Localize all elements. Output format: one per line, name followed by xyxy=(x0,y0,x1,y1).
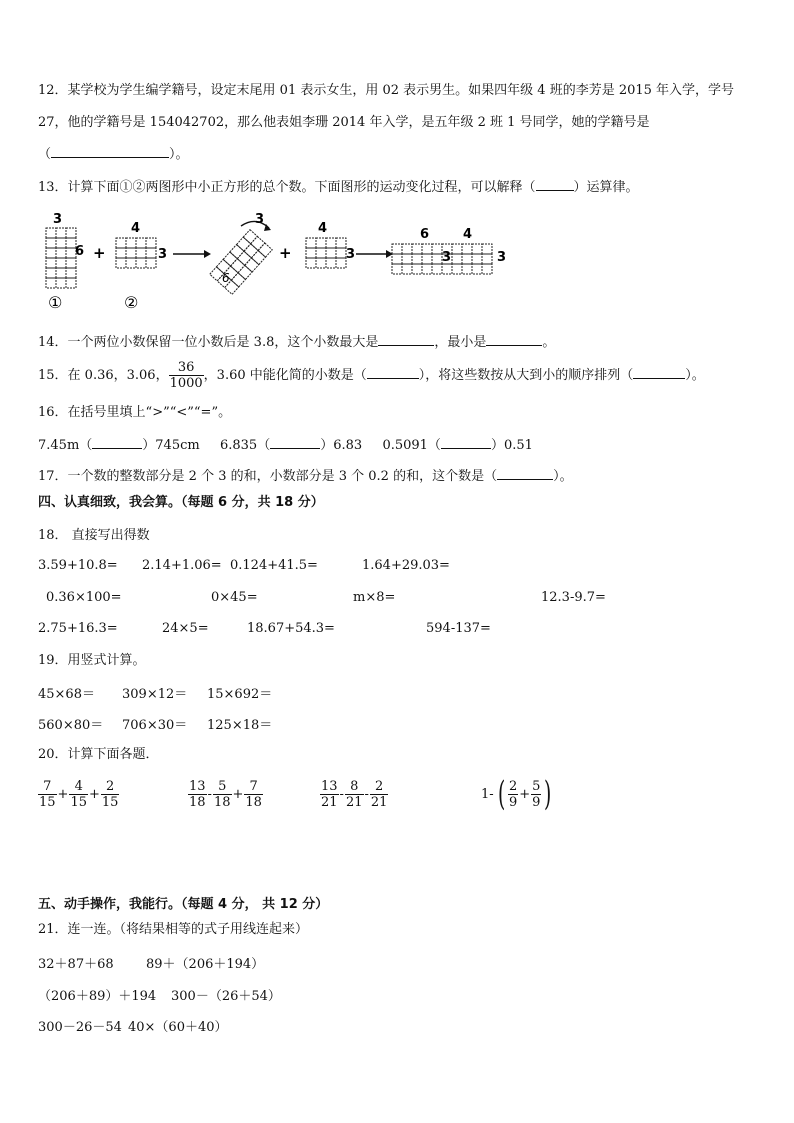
q19-expr: 15×692＝ xyxy=(207,687,273,702)
answer-blank[interactable] xyxy=(378,333,434,346)
q19-expr: 560×80＝ xyxy=(38,718,104,733)
q21-expression[interactable]: （206＋89）＋194 xyxy=(38,989,157,1004)
q18-expr: 2.14+1.06= xyxy=(142,558,222,573)
combined-top-right-label: 4 xyxy=(463,227,473,242)
q12-line3: （ ）。 xyxy=(38,147,189,162)
rotated-grid-bottom-label: 6 xyxy=(222,271,230,285)
q18-expr: m×8= xyxy=(353,590,396,605)
q20-title: 20．计算下面各题． xyxy=(38,747,159,762)
figure-4-top-label: 4 xyxy=(318,221,328,236)
q19-expr: 125×18＝ xyxy=(207,718,273,733)
answer-blank[interactable] xyxy=(367,366,419,379)
figure-1-top-label: 3 xyxy=(53,212,63,227)
answer-blank[interactable] xyxy=(633,366,685,379)
section-4-heading: 四、认真细致，我会算。（每题 6 分，共 18 分） xyxy=(38,495,324,510)
q20-expression-2: $\frac{13}{18}$ - $\frac{5}{18}$ + $\frac{7}{18}$ xyxy=(189,779,262,810)
q18-expr: 0.124+41.5= xyxy=(230,558,318,573)
figure-1-grid xyxy=(46,228,76,288)
figure-1-side-label: 6 xyxy=(75,244,85,259)
arrow-1 xyxy=(173,250,211,258)
answer-blank[interactable] xyxy=(51,145,169,158)
q18-expr: 18.67+54.3= xyxy=(247,621,335,636)
fraction: $\frac{36}{1000}$ xyxy=(169,360,203,391)
combined-middle-label: 3 xyxy=(442,250,452,265)
figure-4-grid xyxy=(306,238,346,268)
q18-expr: 2.75+16.3= xyxy=(38,621,118,636)
q21-expression[interactable]: 89＋（206＋194） xyxy=(146,957,265,972)
q18-expr: 3.59+10.8= xyxy=(38,558,118,573)
q14: 14．一个两位小数保留一位小数后是 3.8，这个小数最大是 ，最小是 。 xyxy=(38,335,556,350)
q12-line2: 27，他的学籍号是 154042702，那么他表姐李珊 2014 年入学，是五年级 2 班 1 号同学，她的学籍号是 xyxy=(38,115,650,130)
q19-expr: 706×30＝ xyxy=(122,718,188,733)
answer-blank[interactable] xyxy=(441,436,491,449)
q19-expr: 45×68＝ xyxy=(38,687,95,702)
q20-expression-1: $\frac{7}{15}$ + $\frac{4}{15}$ + $\frac{2}{15}$ xyxy=(39,779,119,810)
arrow-2 xyxy=(356,250,393,258)
plus-sign: + xyxy=(279,244,292,262)
figure-2-top-label: 4 xyxy=(131,221,141,236)
q21-expression[interactable]: 300－26－54 xyxy=(38,1020,122,1035)
q18-expr: 0×45= xyxy=(211,590,258,605)
q21-expression[interactable]: 40×（60＋40） xyxy=(128,1020,228,1035)
answer-blank[interactable] xyxy=(497,467,553,480)
q21-title: 21．连一连。（将结果相等的式子用线连起来） xyxy=(38,922,309,937)
q18-expr: 24×5= xyxy=(162,621,209,636)
answer-blank[interactable] xyxy=(536,178,574,191)
q21-expression[interactable]: 32＋87＋68 xyxy=(38,957,114,972)
q12-line1: 12．某学校为学生编学籍号，设定末尾用 01 表示女生，用 02 表示男生。如果四年级 4 班的李芳是 2015 年入学，学号 xyxy=(38,83,735,98)
plus-sign: + xyxy=(93,244,106,262)
q18-expr: 12.3-9.7= xyxy=(541,590,606,605)
answer-blank[interactable] xyxy=(486,333,542,346)
q15: 15．在 0.36，3.06， $\frac{36}{1000}$ ，3.60 中能化简的小数是（ ），将这些数按从大到小的顺序排列（ ）。 xyxy=(38,360,705,391)
q18-expr: 0.36×100= xyxy=(46,590,122,605)
q18-title: 18． 直接写出得数 xyxy=(38,528,150,543)
q18-expr: 594-137= xyxy=(426,621,491,636)
q21-expression[interactable]: 300－（26＋54） xyxy=(171,989,281,1004)
q19-title: 19．用竖式计算。 xyxy=(38,653,146,668)
figure-2-label: ② xyxy=(124,293,139,312)
figure-2-grid xyxy=(116,238,156,268)
q13-figure xyxy=(36,210,516,330)
q19-expr: 309×12＝ xyxy=(122,687,188,702)
answer-blank[interactable] xyxy=(92,436,142,449)
answer-blank[interactable] xyxy=(270,436,320,449)
combined-side-label: 3 xyxy=(497,250,507,265)
q16-items: 7.45m（ ）745cm 6.835（ ）6.83 0.5091（ ）0.51 xyxy=(38,438,533,453)
combined-top-left-label: 6 xyxy=(420,227,430,242)
q13-text: 13．计算下面①②两图形中小正方形的总个数。下面图形的运动变化过程，可以解释（ ）运算律。 xyxy=(38,180,639,195)
section-5-heading: 五、动手操作，我能行。（每题 4 分， 共 12 分） xyxy=(38,897,329,912)
q20-expression-4: 1- ( $\frac{2}{9}$ + $\frac{5}{9}$ ) xyxy=(481,774,552,814)
q16-title: 16．在括号里填上“>”“<”“=”。 xyxy=(38,405,232,420)
rotated-grid-top-label: 3 xyxy=(255,212,265,227)
q17: 17．一个数的整数部分是 2 个 3 的和，小数部分是 3 个 0.2 的和，这个数是（ ）。 xyxy=(38,469,573,484)
figure-4-side-label: 3 xyxy=(346,247,356,262)
rotated-grid xyxy=(210,230,272,295)
q18-expr: 1.64+29.03= xyxy=(362,558,450,573)
q20-expression-3: $\frac{13}{21}$ - $\frac{8}{21}$ - $\frac{2}{21}$ xyxy=(321,779,388,810)
figure-1-label: ① xyxy=(48,293,63,312)
figure-2-side-label: 3 xyxy=(158,247,168,262)
